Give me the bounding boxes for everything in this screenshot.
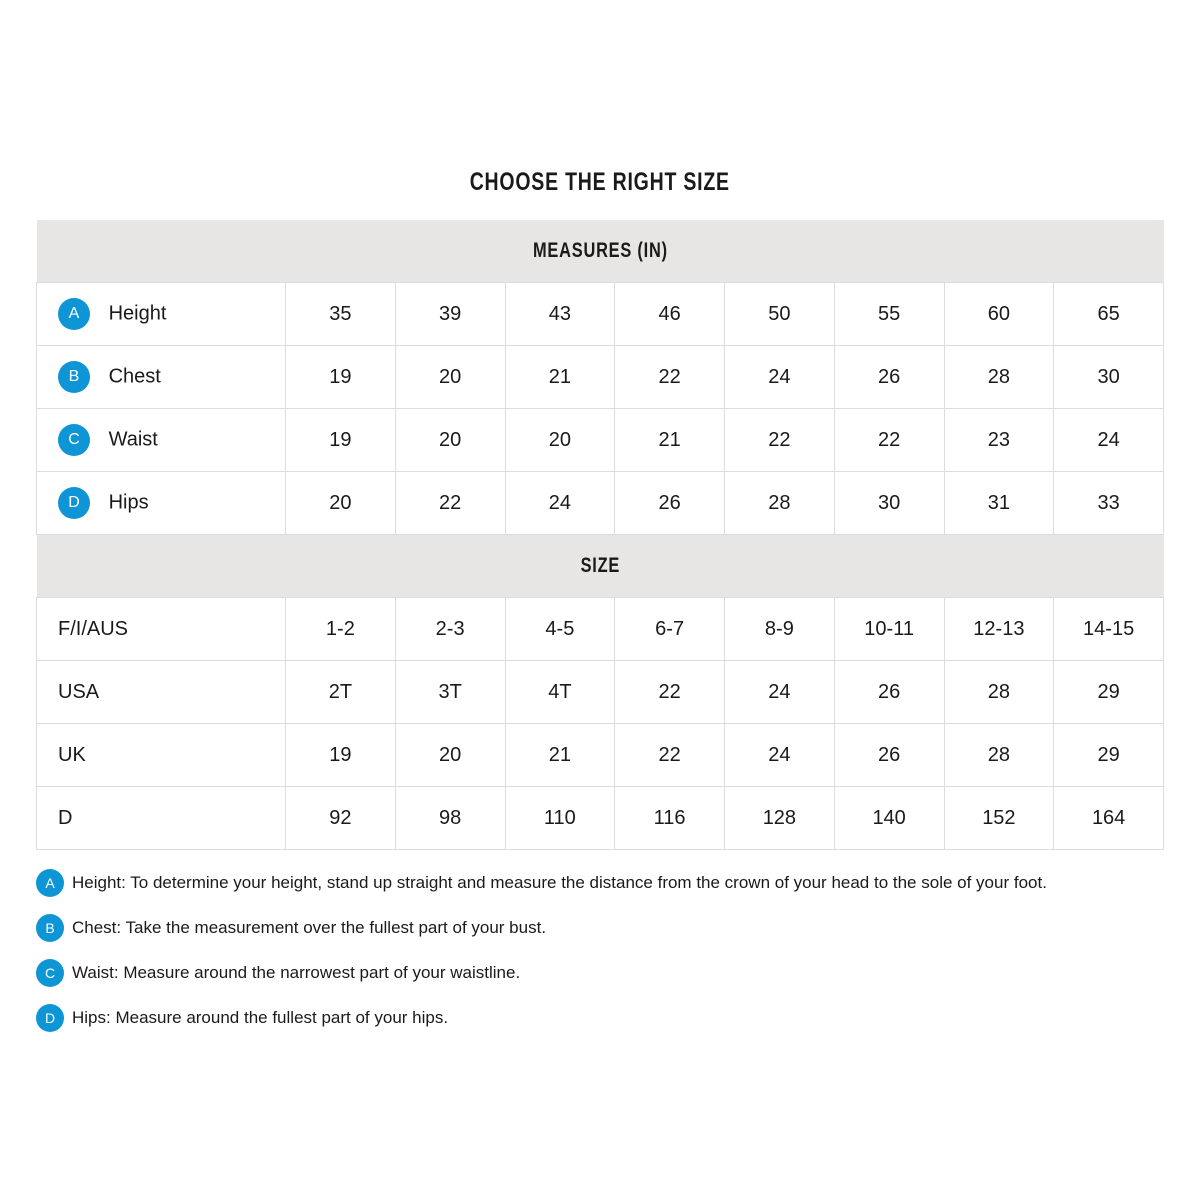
row-label-cell bbox=[37, 409, 286, 472]
value-cell: 29 bbox=[1054, 661, 1164, 724]
row-label-cell: UK bbox=[37, 724, 286, 787]
value-cell: 28 bbox=[944, 346, 1054, 409]
measures-header-row bbox=[37, 220, 1164, 283]
row-label-cell: F/I/AUS bbox=[37, 598, 286, 661]
value-cell: 39 bbox=[395, 283, 505, 346]
row-label: Chest bbox=[108, 365, 161, 388]
value-cell: 26 bbox=[834, 346, 944, 409]
value-cell: 1-2 bbox=[286, 598, 396, 661]
value-cell: 22 bbox=[615, 724, 725, 787]
value-cell: 22 bbox=[615, 346, 725, 409]
value-cell: 22 bbox=[834, 409, 944, 472]
value-cell: 3T bbox=[395, 661, 505, 724]
note-text: Waist: Measure around the narrowest part of your waistline. bbox=[72, 963, 521, 982]
value-cell: 152 bbox=[944, 787, 1054, 850]
value-cell: 43 bbox=[505, 283, 615, 346]
measures-header-label: MEASURES (IN) bbox=[532, 239, 668, 262]
note-text: Chest: Take the measurement over the fullest part of your bust. bbox=[72, 918, 547, 937]
value-cell: 24 bbox=[725, 724, 835, 787]
value-cell: 26 bbox=[615, 472, 725, 535]
note-letter-badge-c: C bbox=[36, 959, 64, 987]
value-cell: 23 bbox=[944, 409, 1054, 472]
value-cell: 21 bbox=[615, 409, 725, 472]
note-text: Height: To determine your height, stand up straight and measure the distance from the crown of your head to the sole of your foot. bbox=[72, 873, 1047, 892]
measures-header-cell bbox=[37, 220, 1164, 283]
value-cell: 20 bbox=[395, 346, 505, 409]
value-cell: 19 bbox=[286, 409, 396, 472]
row-label: Hips bbox=[108, 491, 149, 514]
value-cell: 35 bbox=[286, 283, 396, 346]
value-cell: 24 bbox=[725, 346, 835, 409]
value-cell: 4T bbox=[505, 661, 615, 724]
letter-badge-c: C bbox=[58, 424, 90, 456]
value-cell: 128 bbox=[725, 787, 835, 850]
value-cell: 8-9 bbox=[725, 598, 835, 661]
note-letter-badge-b: B bbox=[36, 914, 64, 942]
value-cell: 24 bbox=[725, 661, 835, 724]
table-row-usa bbox=[37, 661, 1164, 724]
value-cell: 65 bbox=[1054, 283, 1164, 346]
value-cell: 30 bbox=[834, 472, 944, 535]
value-cell: 46 bbox=[615, 283, 725, 346]
note-hips bbox=[36, 1004, 1176, 1032]
value-cell: 22 bbox=[615, 661, 725, 724]
value-cell: 50 bbox=[725, 283, 835, 346]
value-cell: 24 bbox=[1054, 409, 1164, 472]
value-cell: 21 bbox=[505, 346, 615, 409]
value-cell: 31 bbox=[944, 472, 1054, 535]
row-label-cell bbox=[37, 283, 286, 346]
table-row-waist bbox=[37, 409, 1164, 472]
value-cell: 4-5 bbox=[505, 598, 615, 661]
note-text: Hips: Measure around the fullest part of your hips. bbox=[72, 1008, 449, 1027]
row-label-cell: USA bbox=[37, 661, 286, 724]
value-cell: 10-11 bbox=[834, 598, 944, 661]
value-cell: 116 bbox=[615, 787, 725, 850]
size-header-cell bbox=[37, 535, 1164, 598]
letter-badge-a: A bbox=[58, 298, 90, 330]
value-cell: 26 bbox=[834, 724, 944, 787]
letter-badge-b: B bbox=[58, 361, 90, 393]
value-cell: 28 bbox=[944, 661, 1054, 724]
table-row-fiaus bbox=[37, 598, 1164, 661]
note-height bbox=[36, 869, 1176, 897]
value-cell: 12-13 bbox=[944, 598, 1054, 661]
value-cell: 14-15 bbox=[1054, 598, 1164, 661]
table-row-d bbox=[37, 787, 1164, 850]
size-header-row bbox=[37, 535, 1164, 598]
value-cell: 140 bbox=[834, 787, 944, 850]
value-cell: 19 bbox=[286, 724, 396, 787]
value-cell: 55 bbox=[834, 283, 944, 346]
row-label: Height bbox=[108, 302, 167, 325]
row-label: Waist bbox=[108, 428, 158, 451]
size-header-label: SIZE bbox=[580, 554, 620, 577]
value-cell: 28 bbox=[944, 724, 1054, 787]
value-cell: 20 bbox=[505, 409, 615, 472]
value-cell: 20 bbox=[395, 409, 505, 472]
value-cell: 2T bbox=[286, 661, 396, 724]
value-cell: 29 bbox=[1054, 724, 1164, 787]
value-cell: 6-7 bbox=[615, 598, 725, 661]
page-title bbox=[0, 168, 1200, 196]
value-cell: 22 bbox=[725, 409, 835, 472]
row-label-cell: D bbox=[37, 787, 286, 850]
row-label-cell bbox=[37, 346, 286, 409]
value-cell: 19 bbox=[286, 346, 396, 409]
note-letter-badge-d: D bbox=[36, 1004, 64, 1032]
value-cell: 26 bbox=[834, 661, 944, 724]
note-letter-badge-a: A bbox=[36, 869, 64, 897]
value-cell: 164 bbox=[1054, 787, 1164, 850]
value-cell: 24 bbox=[505, 472, 615, 535]
note-waist bbox=[36, 959, 1176, 987]
table-row-uk bbox=[37, 724, 1164, 787]
letter-badge-d: D bbox=[58, 487, 90, 519]
row-label-cell bbox=[37, 472, 286, 535]
size-chart-table bbox=[36, 220, 1164, 850]
table-row-hips bbox=[37, 472, 1164, 535]
value-cell: 98 bbox=[395, 787, 505, 850]
note-chest bbox=[36, 914, 1176, 942]
table-row-chest bbox=[37, 346, 1164, 409]
value-cell: 33 bbox=[1054, 472, 1164, 535]
value-cell: 2-3 bbox=[395, 598, 505, 661]
value-cell: 30 bbox=[1054, 346, 1164, 409]
value-cell: 20 bbox=[286, 472, 396, 535]
value-cell: 28 bbox=[725, 472, 835, 535]
value-cell: 110 bbox=[505, 787, 615, 850]
page-title-text: CHOOSE THE RIGHT SIZE bbox=[469, 168, 731, 196]
table-row-height bbox=[37, 283, 1164, 346]
value-cell: 92 bbox=[286, 787, 396, 850]
value-cell: 20 bbox=[395, 724, 505, 787]
value-cell: 21 bbox=[505, 724, 615, 787]
value-cell: 22 bbox=[395, 472, 505, 535]
value-cell: 60 bbox=[944, 283, 1054, 346]
